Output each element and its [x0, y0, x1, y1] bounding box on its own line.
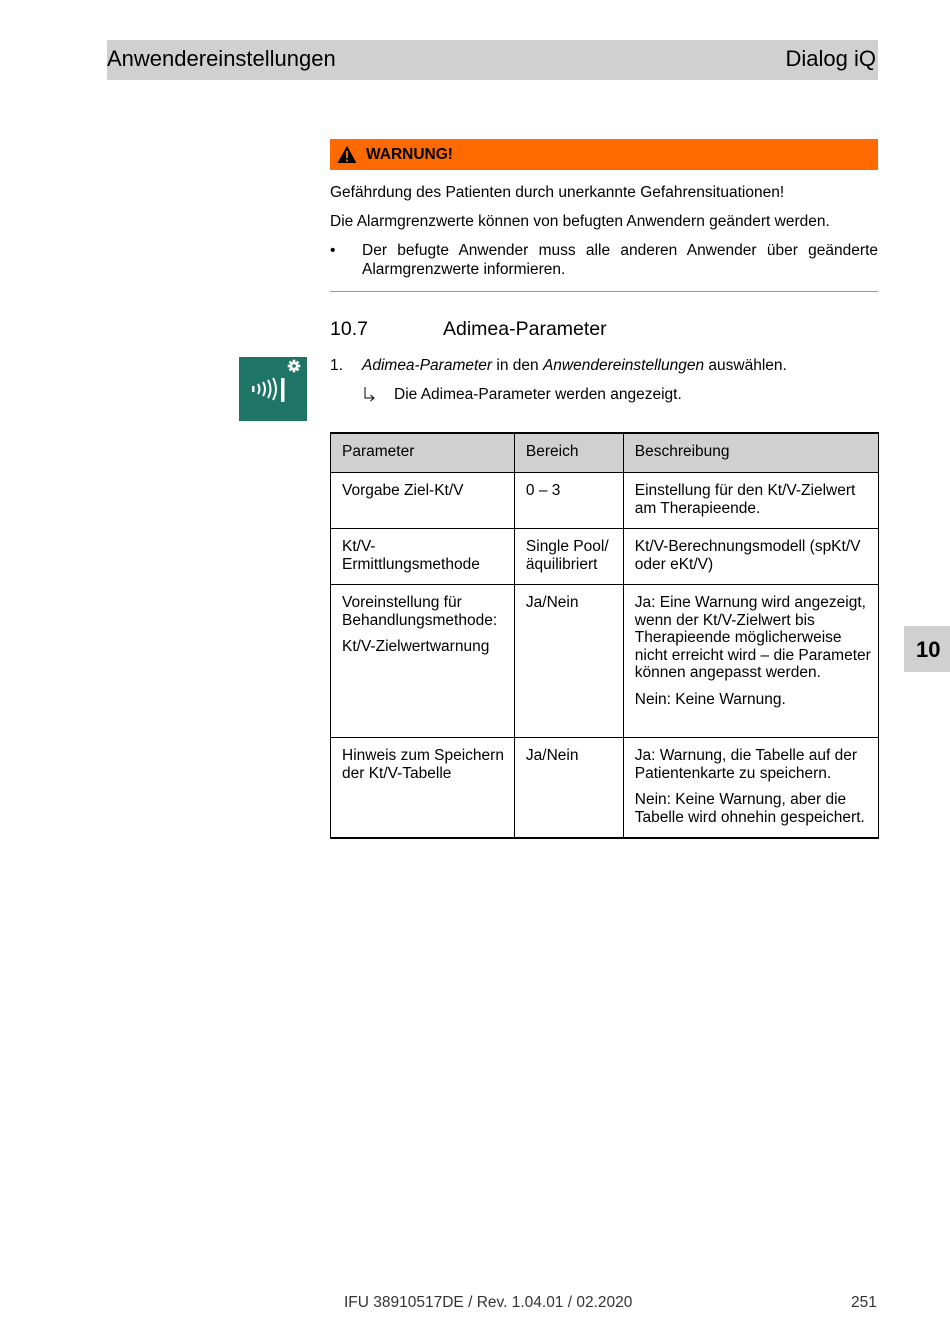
table-row: [331, 585, 879, 738]
bullet-marker: •: [330, 242, 336, 259]
table-row: [331, 473, 879, 529]
table-row: [331, 738, 879, 838]
warning-measure-text: Der befugte Anwender muss alle anderen Anwender über geänderte Alarmgrenzwerte informieren.: [362, 242, 878, 278]
range-cell: Ja/Nein: [514, 585, 623, 738]
description-cell: [623, 473, 878, 529]
parameter-cell: [331, 473, 515, 529]
step-term-2: Anwendereinstellungen: [542, 357, 705, 374]
parameter-text: Vorgabe Ziel-Kt/V: [342, 482, 464, 499]
footer-reference: IFU 38910517DE / Rev. 1.04.01 / 02.2020: [344, 1294, 633, 1311]
description-text: Kt/V-Berechnungsmodell (spKt/V oder eKt/V): [634, 538, 861, 573]
range-cell: 0 – 3: [514, 473, 623, 529]
range-cell: Ja/Nein: [514, 738, 623, 838]
warning-banner: [330, 139, 878, 170]
column-header-description: Beschreibung: [623, 433, 878, 473]
table-row: [331, 529, 879, 585]
description-cell: [623, 529, 878, 585]
column-header-range: Bereich: [514, 433, 623, 473]
adimea-settings-icon: [239, 357, 307, 421]
step-result: Die Adimea-Parameter werden angezeigt.: [394, 386, 682, 403]
step-number: 1.: [330, 357, 343, 374]
warning-triangle-icon: [337, 145, 357, 164]
description-text: Ja: Eine Warnung wird angezeigt, wenn der Kt/V-Zielwert bis Therapieende möglicherweise nicht erreicht wird – die Parameter können angepasst werden.: [634, 594, 871, 681]
description-text: Nein: Keine Warnung.: [634, 690, 786, 708]
parameter-cell: [331, 738, 515, 838]
step-connector: in den: [492, 357, 543, 374]
description-cell: [623, 585, 878, 738]
header-section-title: Anwendereinstellungen: [107, 46, 336, 71]
parameter-cell: [331, 529, 515, 585]
section-title: Adimea-Parameter: [443, 318, 607, 340]
description-cell: [623, 738, 878, 838]
page-number: 251: [851, 1294, 877, 1311]
step-instruction: [362, 356, 787, 375]
adimea-icon-graphic: [239, 357, 307, 421]
parameter-subtext: Kt/V-Zielwertwarnung: [342, 638, 490, 655]
result-arrow-icon: [362, 386, 376, 402]
header-product-name: Dialog iQ: [785, 46, 876, 71]
column-header-parameter: Parameter: [331, 433, 515, 473]
chapter-number: 10: [916, 637, 941, 662]
warning-hazard-text: Gefährdung des Patienten durch unerkannte Gefahrensituationen!: [330, 184, 785, 201]
parameter-text: Voreinstellung für Behandlungsmethode:: [342, 594, 498, 629]
description-text: Einstellung für den Kt/V-Zielwert am Therapieende.: [634, 482, 856, 517]
description-text: Nein: Keine Warnung, aber die Tabelle wird ohnehin gespeichert.: [634, 791, 865, 826]
parameter-text: Kt/V-Ermittlungsmethode: [342, 538, 480, 573]
table-header-row: [331, 433, 879, 473]
parameter-cell: [331, 585, 515, 738]
parameter-text: Hinweis zum Speichern der Kt/V-Tabelle: [342, 747, 504, 782]
section-number: 10.7: [330, 318, 368, 340]
warning-label: WARNUNG!: [366, 146, 453, 163]
chapter-tab: [904, 626, 950, 672]
range-cell: Single Pool/ äquilibriert: [514, 529, 623, 585]
step-ending: auswählen.: [704, 357, 787, 374]
warning-cause-text: Die Alarmgrenzwerte können von befugten Anwendern geändert werden.: [330, 213, 830, 230]
step-term-1: Adimea-Parameter: [362, 357, 493, 374]
description-text: Ja: Warnung, die Tabelle auf der Patientenkarte zu speichern.: [634, 747, 858, 782]
adimea-parameter-table: [330, 432, 879, 839]
section-divider: [330, 291, 878, 292]
page-header: [107, 40, 878, 80]
